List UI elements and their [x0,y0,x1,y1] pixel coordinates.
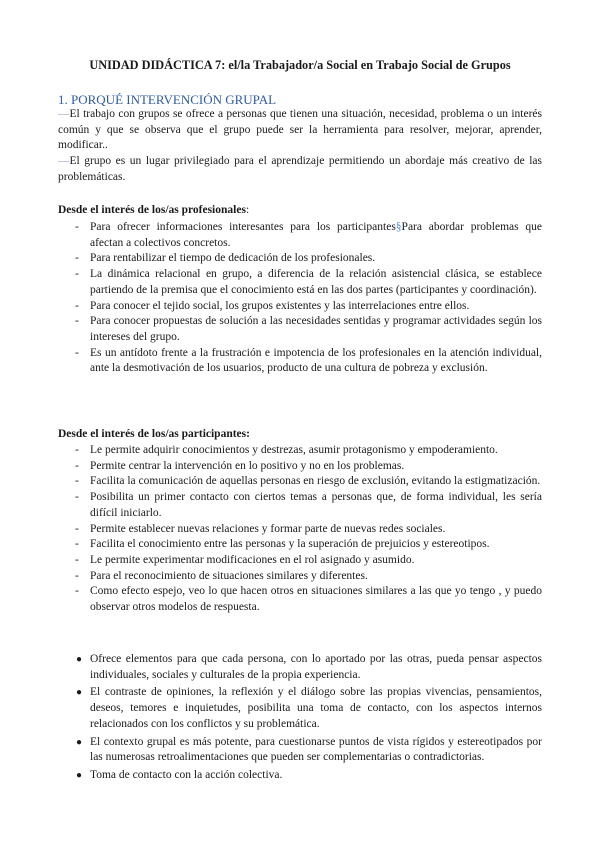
professionals-list [58,220,542,377]
list-item: - La dinámica relacional en grupo, a diferencia de la relación asistencial clásica, se establece partiendo de la premisa que el conocimiento está en las dos partes (participantes y coordinación). [75,268,542,296]
list-item: - Facilita el conocimiento entre las personas y la superación de prejuicios y estereotipos. [75,538,490,551]
list-item: - Permite establecer nuevas relaciones y formar parte de nuevas redes sociales. [75,522,446,535]
list-item: - Para rentabilizar el tiempo de dedicación de los profesionales. [75,252,376,265]
list-item: - Para conocer propuestas de solución a las necesidades sentidas y programar actividades según los intereses del grupo. [75,315,542,343]
list-item: - Posibilita un primer contacto con ciertos temas a personas que, de forma individual, les sería difícil iniciarlo. [75,491,542,519]
participants-list [58,443,542,616]
professionals-heading: Desde el interés de los/as profesionales: [58,204,250,216]
intro-paragraph: —El grupo es un lugar privilegiado para el aprendizaje permitiendo un abordaje más creativo de las problemáticas. [58,155,542,183]
list-item: - Le permite adquirir conocimientos y destrezas, asumir protagonismo y empoderamiento. [75,444,498,456]
bullet-icon: ● [76,654,83,665]
list-item: - Como efecto espejo, veo lo que hacen otros en situaciones similares a las que yo tengo , y puedo observar otros modelos de respuesta. [75,585,542,614]
bullet-item: ● Ofrece elementos para que cada persona, con lo aportado por las otras, pueda pensar aspectos individuales, sociales y culturales de la propia experiencia. [76,653,542,681]
list-item: - Permite centrar la intervención en lo positivo y no en los problemas. [75,459,405,472]
list-item: - Es un antídoto frente a la frustración e impotencia de los profesionales en la atención individual, ante la desmotivación de los usuarios, producto de una cultura de pobreza y exclusión. [75,346,542,375]
bullet-item: ● El contexto grupal es más potente, para cuestionarse puntos de vista rígidos y estereotipados por las numerosas retroalimentaciones que pueden ser complementarias o contradictorias. [76,735,542,764]
list-item: - Facilita la comunicación de aquellas personas en riesgo de exclusión, evitando la estigmatización. [75,475,541,488]
section-mark: § [395,221,402,233]
em-dash-marker: — [58,108,70,120]
participants-heading: Desde el interés de los/as participantes: [58,428,250,440]
bullet-icon: ● [76,687,83,699]
bullet-icon: ● [76,769,83,781]
document-title: UNIDAD DIDÁCTICA 7: el/la Trabajador/a Social en Trabajo Social de Grupos [89,58,511,72]
intro-block [58,107,542,186]
intro-paragraph: —El trabajo con grupos se ofrece a personas que tienen una situación, necesidad, problema o un interés común y que se observa que el grupo puede ser la herramienta para resolver, mejorar, aprender, modificar.. [58,108,542,152]
bullet-list [58,652,542,786]
bullet-item: ● El contraste de opiniones, la reflexión y el diálogo sobre las propias vivencias, pensamientos, deseos, temores e inquietudes, posibilita una toma de contacto, con los aspectos internos relacionados con los conflictos y su problemática. [76,686,542,730]
section-heading: 1. PORQUÉ INTERVENCIÓN GRUPAL [58,92,277,107]
bullet-icon: ● [76,736,83,748]
bullet-item: ● Toma de contacto con la acción colectiva. [58,768,542,784]
em-dash-marker: — [58,155,70,168]
list-item: - Para conocer el tejido social, los grupos existentes y las interrelaciones entre ellos. [75,299,470,312]
list-item: - Le permite experimentar modificaciones en el rol asignado y asumido. [75,553,415,566]
list-item: - Para el reconocimiento de situaciones similares y diferentes. [75,569,368,582]
list-item: - Para ofrecer informaciones interesantes para los participantes§Para abordar problemas que afectan a colectivos concretos. [75,221,542,249]
